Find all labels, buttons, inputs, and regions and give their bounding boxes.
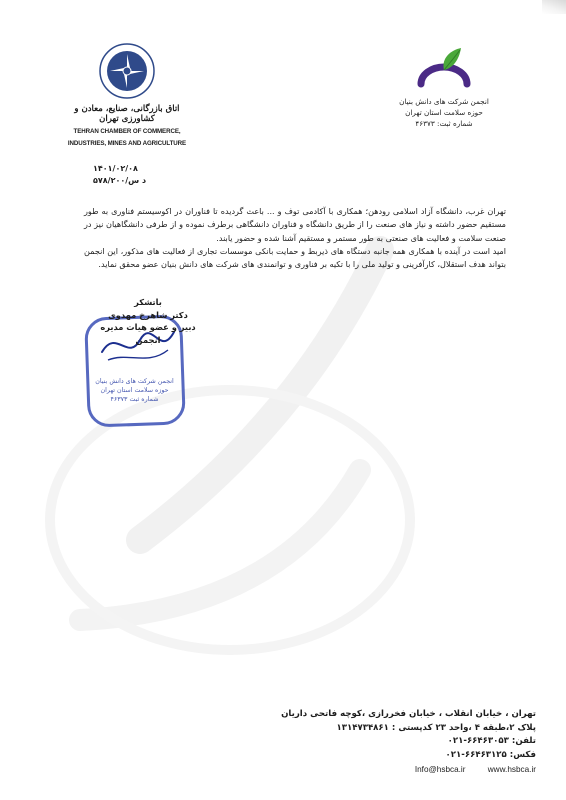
chamber-name-en-line2: INDUSTRIES, MINES AND AGRICULTURE [67, 140, 187, 147]
association-registration: شماره ثبت: ۴۶۳۷۳ [415, 119, 473, 128]
chamber-name-fa: اتاق بازرگانی، صنایع، معادن و کشاورزی تهران [74, 104, 180, 124]
chamber-name-en-line1: TEHRAN CHAMBER OF COMMERCE, [73, 128, 181, 135]
stamp-text [92, 377, 177, 404]
stamp-line-3: شماره ثبت ۴۶۳۷۳ [110, 396, 159, 403]
footer-web [395, 765, 536, 774]
association-name: انجمن شرکت های دانش بنیان [399, 97, 489, 106]
footer-address-line1: تهران ، خیابان انقلاب ، خیابان فخررازی ،کوچه فاتحی داریان [281, 709, 536, 719]
chamber-header [62, 42, 192, 148]
signatory-name: دکتر شاهرخ مهدوی [108, 309, 188, 320]
footer-address-line2: پلاک ۲،طبقه ۴ ،واحد ۲۳ کدپستی : ۱۳۱۴۷۳۴۸۶۱ [336, 722, 536, 733]
chamber-logo-icon [98, 42, 156, 100]
letter-date: ۱۴۰۱/۰۲/۰۸ [93, 164, 138, 173]
association-logo-icon [415, 44, 473, 96]
footer-email[interactable]: Info@hsbca.ir [414, 765, 466, 774]
association-header [384, 44, 504, 129]
body-paragraph-1: تهران غرب، دانشگاه آزاد اسلامی رودهن؛ همکاری با آکادمی توف و ... باعث گردیده تا فناوران در اکوسیستم فناوری به طور مستقیم حضور داشته و نیاز های صنعت را از طریق دانشگاه و فناوران دانشگاهی برطرف نموده و از طرفی دانشگاهیان نیز در صنعت سلامت و فعالیت های صنعتی به طور مستمر و مستقیم آشنا شده و حضور یابند. [84, 206, 506, 243]
signatory-title: دبیر و عضو هیات مدیره انجمن [100, 322, 196, 345]
closing-text: باتشکر [134, 297, 162, 307]
stamp-line-1: انجمن شرکت های دانش بنیان [95, 378, 174, 385]
letter-meta [93, 163, 146, 187]
letter-number: ۵۷۸/د س/۲۰۰ [93, 176, 147, 185]
footer-phone: تلفن: ۶۶۴۶۳۰۵۳-۰۲۱ [447, 736, 536, 746]
signature-block [92, 296, 204, 346]
association-field: حوزه سلامت استان تهران [405, 108, 483, 117]
body-paragraph-2: امید است در آینده با همکاری همه جانبه دستگاه های ذیربط و حمایت بانکی موسسات تجاری از فعالیت های مذکور، این انجمن بتواند هدف استقلال، کارآفرینی و تولید ملی را با تکیه بر فناوری و توانمندی های شرکت های دانش بنیان عضو محقق نماید. [84, 245, 506, 270]
footer-website[interactable]: www.hsbca.ir [487, 765, 536, 774]
letter-body [84, 205, 506, 271]
footer-fax: فکس: ۶۶۴۶۳۱۲۵-۰۲۱ [445, 749, 536, 760]
stamp-line-2: حوزه سلامت استان تهران [100, 387, 169, 394]
footer-contact [236, 708, 536, 762]
